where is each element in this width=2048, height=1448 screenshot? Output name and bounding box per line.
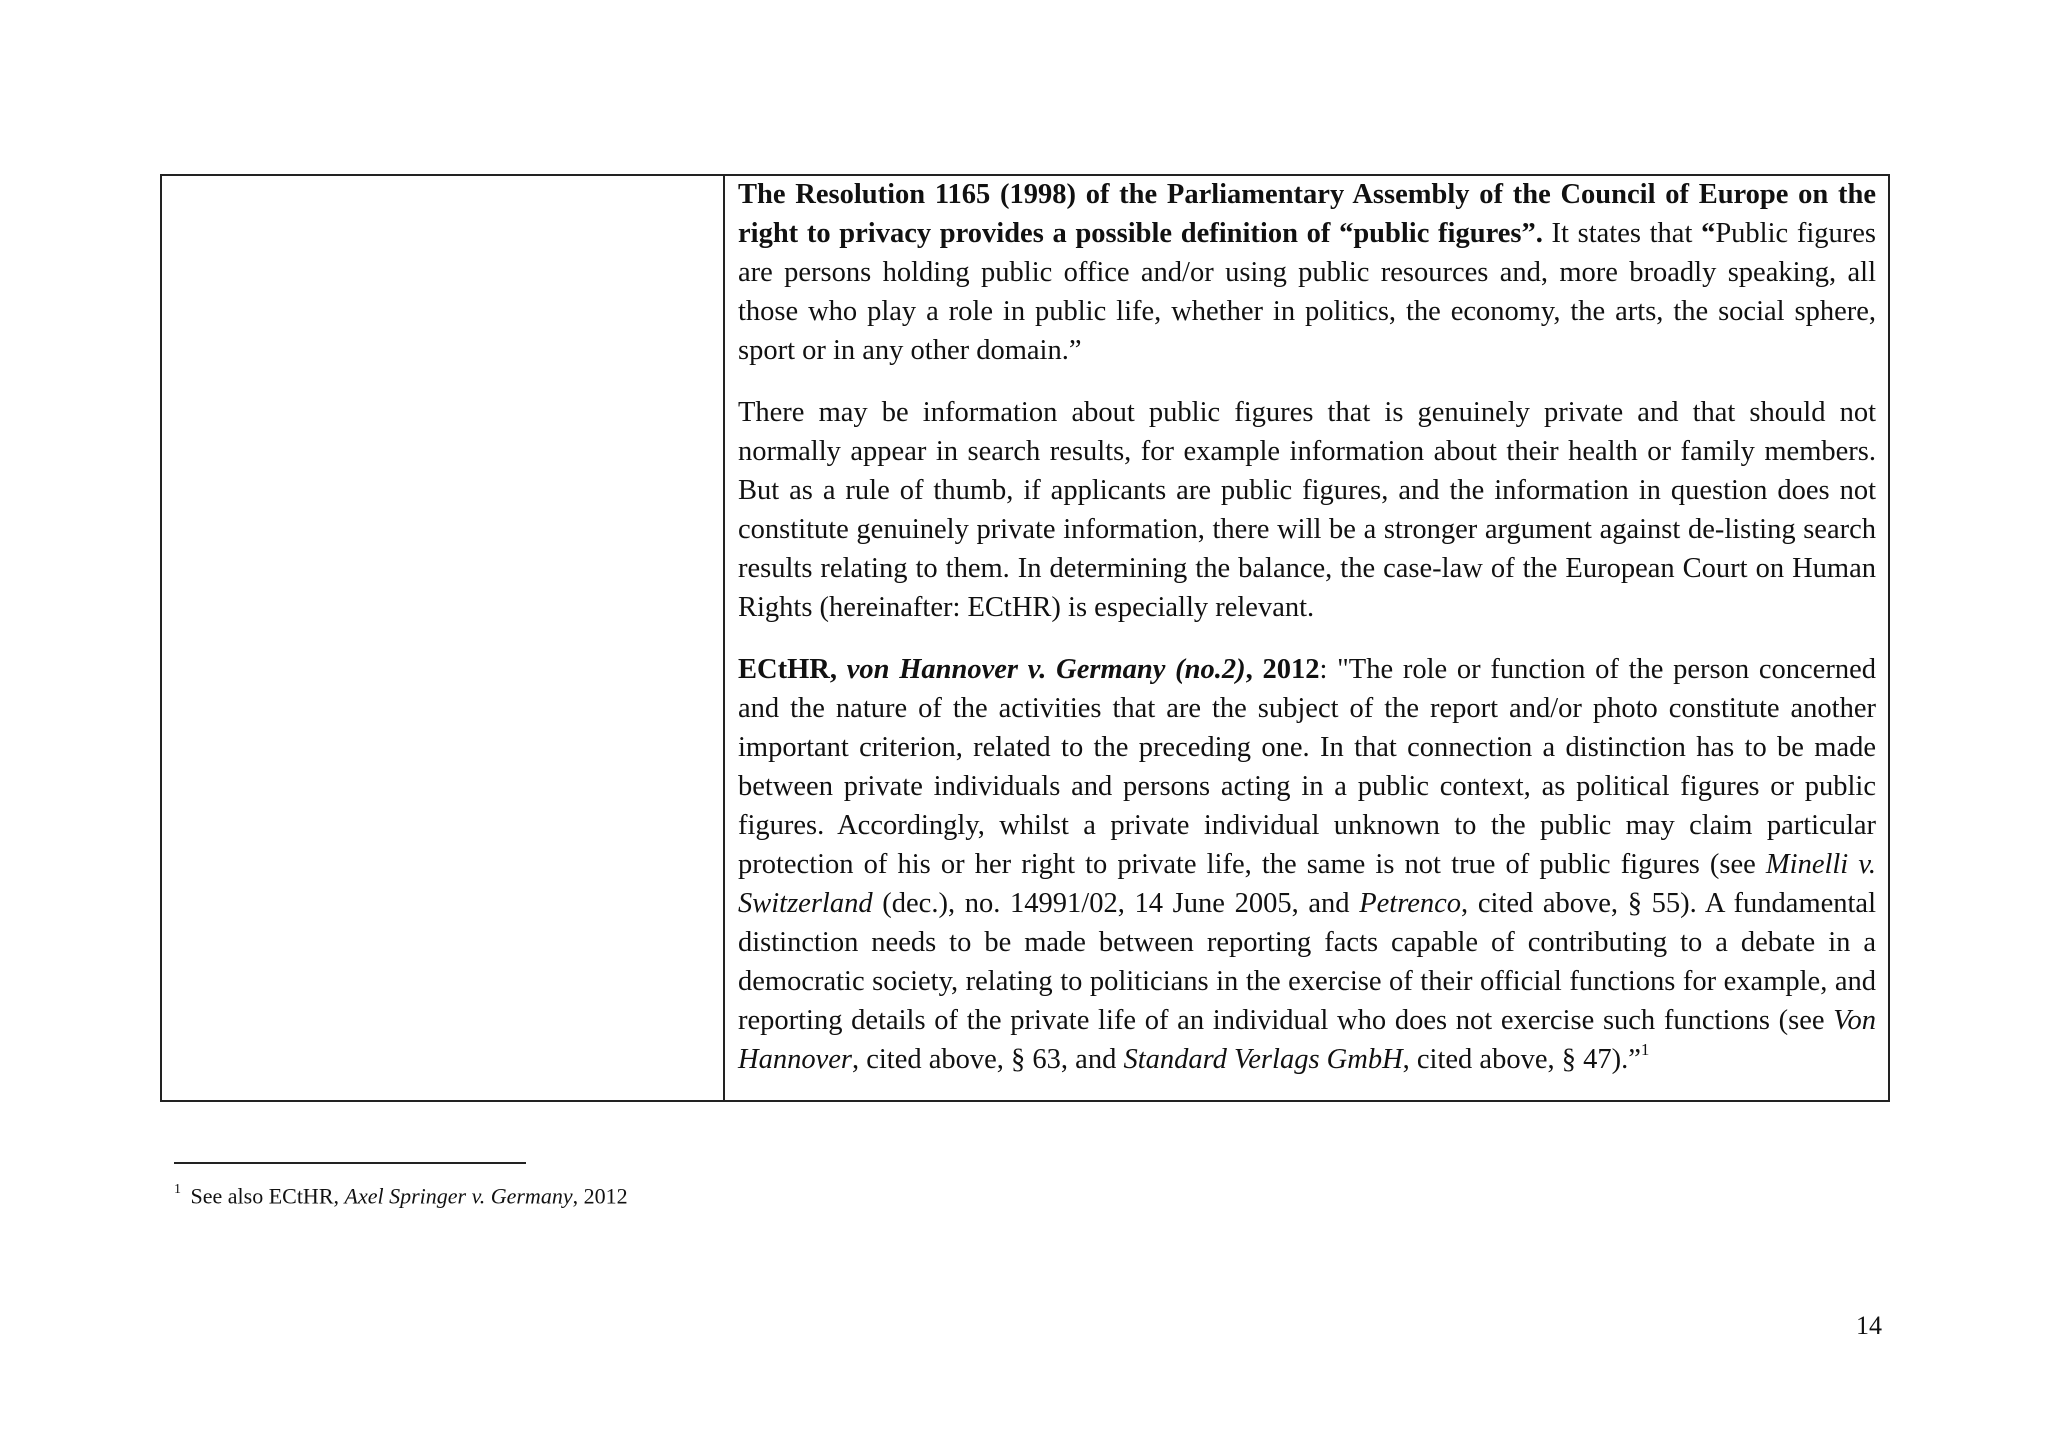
content-table [160,174,1890,1102]
footnote-reference[interactable]: 1 [1640,1039,1650,1059]
page-number: 14 [1856,1311,1882,1340]
resolution-quote-mark: “ [1701,218,1716,249]
case-name-von-hannover: von Hannover v. Germany (no.2) [846,654,1246,685]
citation-minelli: Minelli v. Switzerland [738,849,1876,919]
resolution-quote: Public figures are persons holding public office and/or using public resources and, more broadly speaking, all those who play a role in public life, whether in politics, the economy, the arts, the social sphere, sport or in any other domain.” [738,218,1877,366]
table-left-cell [162,176,725,1100]
footnote-year: , 2012 [572,1183,628,1209]
case-year: , 2012 [1245,654,1320,685]
quote-part-5: , cited above, § 47).” [1402,1044,1641,1075]
resolution-bold-lead: The Resolution 1165 (1998) of the Parliamentary Assembly of the Council of Europe on the right to privacy provides a possible definition of “public figures”. [738,179,1876,249]
quote-part-2: (dec.), no. 14991/02, 14 June 2005, and [872,888,1360,919]
court-name: ECtHR, [738,654,847,685]
footnote [174,1178,628,1210]
table-right-cell [725,176,1888,1100]
citation-standard-verlags: Standard Verlags GmbH [1123,1044,1403,1075]
footnote-separator [174,1162,526,1164]
footnote-case-name: Axel Springer v. Germany [344,1183,573,1209]
citation-von-hannover: Von Hannover [738,1005,1876,1075]
citation-petrenco: Petrenco [1359,888,1462,919]
quote-part-1: : "The role or function of the person concerned and the nature of the activities that are the subject of the report and/or photo constitute another important criterion, related to the preceding one. In that connection a distinction has to be made between private individuals and persons acting in a public context, as political figures or public figures. Accordingly, whilst a private individual unknown to the public may claim particular protection of his or her right to private life, the same is not true of public figures (see [738,654,1876,880]
paragraph-public-figures-info: There may be information about public figures that is genuinely private and that should not normally appear in search results, for example information about their health or family members. But as a rule of thumb, if applicants are public figures, and the information in question does not constitute genuinely private information, there will be a stronger argument against de-listing search results relating to them. In determining the balance, the case-law of the European Court on Human Rights (hereinafter: ECtHR) is especially relevant. [738,397,1876,623]
footnote-number: 1 [174,1182,181,1197]
quote-part-3: , cited above, § 55). A fundamental distinction needs to be made between reporting facts capable of contributing to a debate in a democratic society, relating to politicians in the exercise of their official functions for example, and reporting details of the private life of an individual who does not exercise such functions (see [738,888,1877,1036]
quote-part-4: , cited above, § 63, and [851,1044,1124,1075]
paragraph-ecthr-von-hannover [738,650,1876,1079]
footnote-text: See also ECtHR, [185,1183,345,1209]
resolution-text: It states that [1542,218,1702,249]
paragraph-resolution-1165 [738,176,1876,370]
